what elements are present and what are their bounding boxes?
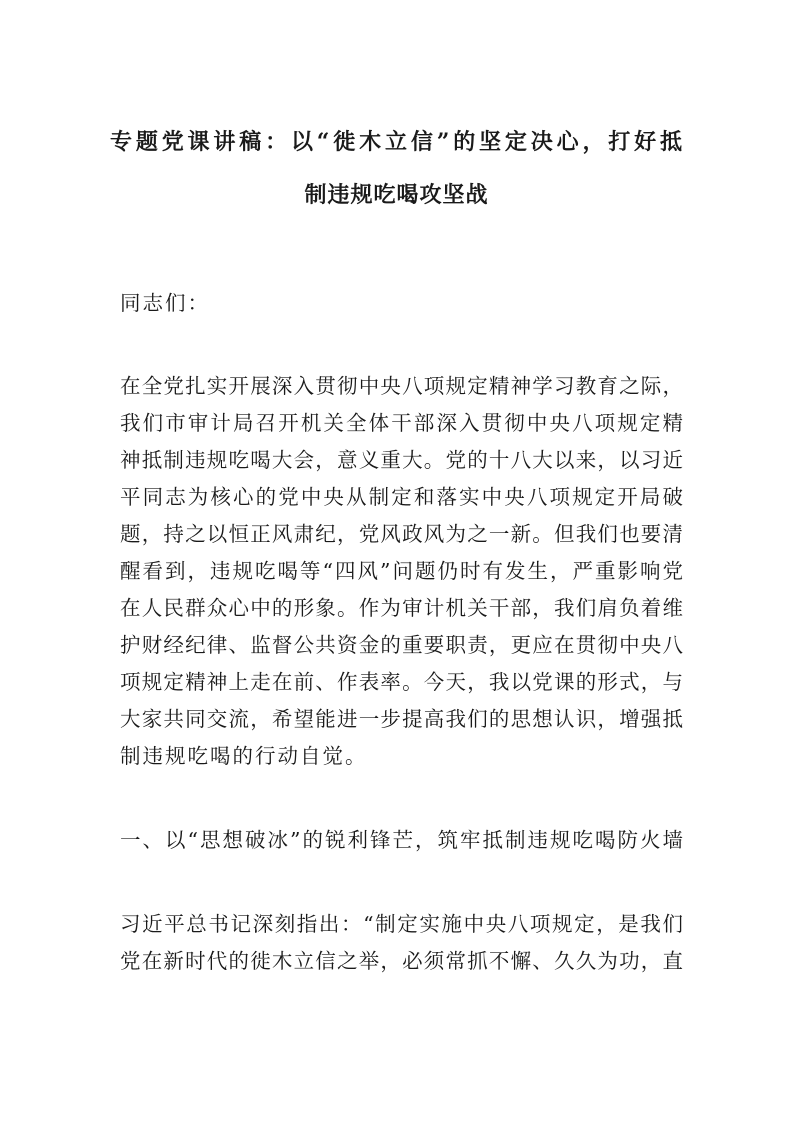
paragraph-1-line-3: 神抵制违规吃喝大会，意义重大。党的十八大以来，以习近 <box>120 448 683 472</box>
section-1-heading: 一、以“思想破冰”的锐利锋芒，筑牢抵制违规吃喝防火墙 <box>120 828 683 852</box>
paragraph-1-line-10: 大家共同交流，希望能进一步提高我们的思想认识，增强抵 <box>120 707 683 731</box>
paragraph-1-line-5: 题，持之以恒正风肃纪，党风政风为之一新。但我们也要清 <box>120 522 683 546</box>
paragraph-1-line-9: 项规定精神上走在前、作表率。今天，我以党课的形式，与 <box>120 670 683 694</box>
salutation: 同志们： <box>120 291 210 315</box>
document-title-line-2: 制违规吃喝攻坚战 <box>304 182 489 208</box>
paragraph-1-line-2: 我们市审计局召开机关全体干部深入贯彻中央八项规定精 <box>120 411 683 435</box>
paragraph-1-line-11: 制违规吃喝的行动自觉。 <box>120 744 368 768</box>
paragraph-1-line-4: 平同志为核心的党中央从制定和落实中央八项规定开局破 <box>120 485 683 509</box>
paragraph-2-line-2: 党在新时代的徙木立信之举，必须常抓不懈、久久为功，直 <box>120 949 683 973</box>
paragraph-1-line-1: 在全党扎实开展深入贯彻中央八项规定精神学习教育之际， <box>120 374 683 398</box>
paragraph-1-line-7: 在人民群众心中的形象。作为审计机关干部，我们肩负着维 <box>120 596 683 620</box>
paragraph-1-line-6: 醒看到，违规吃喝等“四风”问题仍时有发生，严重影响党 <box>120 559 683 583</box>
paragraph-1-line-8: 护财经纪律、监督公共资金的重要职责，更应在贯彻中央八 <box>120 633 683 657</box>
document-title-line-1: 专题党课讲稿：以“徙木立信”的坚定决心，打好抵 <box>110 129 683 155</box>
paragraph-2-line-1: 习近平总书记深刻指出：“制定实施中央八项规定，是我们 <box>120 912 683 936</box>
